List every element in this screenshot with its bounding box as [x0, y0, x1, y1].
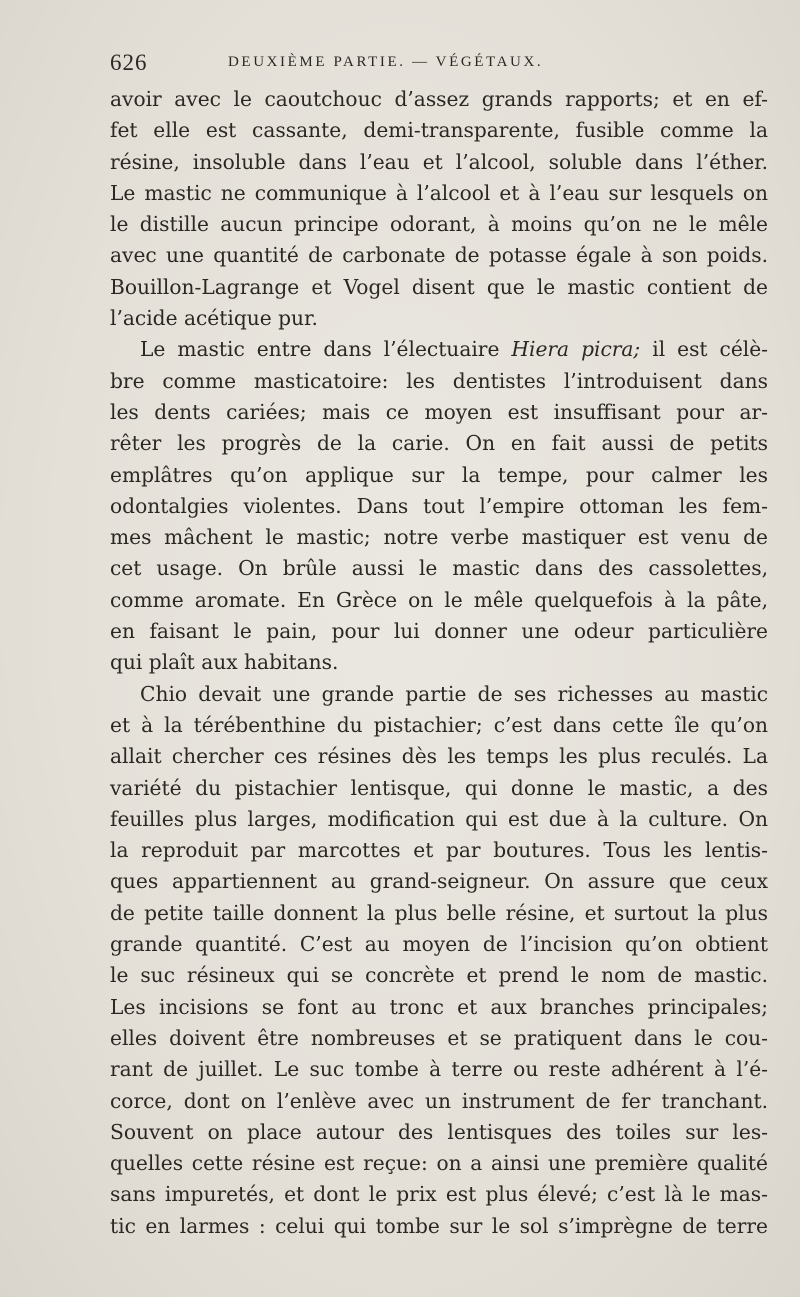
text-line: avoir avec le caoutchouc d’assez grands rapports; et en ef- — [110, 87, 768, 111]
text-line: corce, dont on l’enlève avec un instrument de fer tranchant. — [110, 1088, 768, 1113]
italic-title: Hiera picra; — [511, 337, 641, 362]
text-line: Le mastic ne communique à l’alcool et à l’eau sur lesquels on — [110, 180, 768, 205]
text-segment: il est célè- — [640, 337, 769, 362]
text-line: les dents cariées; mais ce moyen est insuffisant pour ar- — [110, 399, 768, 424]
text-line: mes mâchent le mastic; notre verbe mastiquer est venu de — [110, 525, 768, 550]
text-line: l’acide acétique pur. — [110, 306, 318, 331]
text-segment: Le mastic entre dans l’électuaire — [140, 337, 512, 362]
text-line: variété du pistachier lentisque, qui donne le mastic, a des — [110, 775, 768, 800]
body-text — [110, 84, 768, 1242]
text-line: rant de juillet. Le suc tombe à terre ou reste adhérent à l’é- — [110, 1057, 768, 1082]
text-line — [110, 334, 768, 365]
text-line: ques appartiennent au grand-seigneur. On assure que ceux — [110, 869, 768, 894]
text-line: rêter les progrès de la carie. On en fait aussi de petits — [110, 431, 768, 456]
text-line: le suc résineux qui se concrète et prend le nom de mastic. — [110, 963, 768, 988]
text-line: emplâtres qu’on applique sur la tempe, pour calmer les — [110, 462, 768, 487]
text-line: feuilles plus larges, modification qui est due à la culture. On — [110, 806, 768, 831]
text-line: tic en larmes : celui qui tombe sur le sol s’imprègne de terre — [110, 1213, 768, 1238]
text-line: allait chercher ces résines dès les temps les plus reculés. La — [110, 744, 768, 769]
text-line: le distille aucun principe odorant, à moins qu’on ne le mêle — [110, 212, 768, 237]
text-line: fet elle est cassante, demi-transparente, fusible comme la — [110, 118, 768, 143]
text-line: Les incisions se font au tronc et aux branches principales; — [110, 994, 768, 1019]
text-line: Bouillon-Lagrange et Vogel disent que le mastic contient de — [110, 274, 768, 299]
text-line: la reproduit par marcottes et par boutures. Tous les lentis- — [110, 838, 768, 863]
text-line: de petite taille donnent la plus belle résine, et surtout la plus — [110, 900, 768, 925]
text-line: odontalgies violentes. Dans tout l’empire ottoman les fem- — [110, 493, 768, 518]
text-line: résine, insoluble dans l’eau et l’alcool, soluble dans l’éther. — [110, 149, 768, 174]
text-line: cet usage. On brûle aussi le mastic dans des cassolettes, — [110, 556, 768, 581]
text-line: grande quantité. C’est au moyen de l’incision qu’on obtient — [110, 932, 768, 957]
page-header — [110, 48, 765, 88]
text-line: qui plaît aux habitans. — [110, 650, 339, 675]
text-line: et à la térébenthine du pistachier; c’est dans cette île qu’on — [110, 712, 768, 737]
text-line: Souvent on place autour des lentisques des toiles sur les- — [110, 1119, 768, 1144]
text-line: avec une quantité de carbonate de potasse égale à son poids. — [110, 243, 768, 268]
text-line: elles doivent être nombreuses et se pratiquent dans le cou- — [110, 1025, 768, 1050]
text-line: comme aromate. En Grèce on le mêle quelquefois à la pâte, — [110, 587, 768, 612]
page-number: 626 — [110, 50, 148, 75]
text-line: en faisant le pain, pour lui donner une odeur particulière — [110, 619, 768, 644]
text-line: quelles cette résine est reçue: on a ainsi une première qualité — [110, 1151, 768, 1176]
text-line: sans impuretés, et dont le prix est plus élevé; c’est là le mas- — [110, 1182, 768, 1207]
text-line: Chio devait une grande partie de ses richesses au mastic — [140, 681, 768, 706]
running-head: DEUXIÈME PARTIE. — VÉGÉTAUX. — [228, 54, 544, 70]
text-line: bre comme masticatoire: les dentistes l’introduisent dans — [110, 368, 768, 393]
